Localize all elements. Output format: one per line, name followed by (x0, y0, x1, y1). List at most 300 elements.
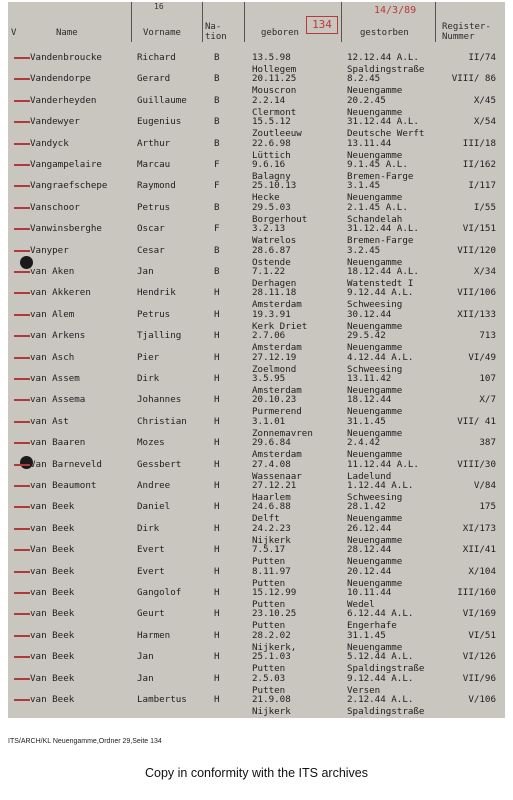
cell-nation: F (214, 223, 220, 235)
cell-birthplace: Purmerend (252, 406, 302, 418)
cell-surname: Van Beek (30, 672, 75, 684)
header-nation-2: tion (205, 32, 227, 42)
cell-born: 28.2.02 (252, 629, 291, 641)
cell-firstname: Petrus (137, 201, 171, 213)
cell-deathplace: Bremen-Farge (347, 171, 414, 182)
cell-surname: van Beaumont (30, 480, 97, 491)
cell-surname: Vandendorpe (30, 73, 91, 85)
cell-born: 28.11.18 (252, 287, 297, 299)
cell-birthplace: Mouscron (252, 85, 297, 97)
cell-surname: Van Barneveld (30, 458, 102, 470)
cell-birthplace: Amsterdam (252, 299, 302, 311)
cell-register: I/55 (473, 201, 496, 213)
cell-firstname: Evert (137, 565, 165, 577)
cell-firstname: Johannes (137, 394, 182, 406)
cell-nation: H (214, 544, 220, 556)
cell-firstname: Geurt (137, 608, 165, 620)
cell-birthplace: Putten (252, 599, 286, 610)
cell-register: VII/ 41 (457, 415, 496, 427)
cell-born: 25.1.03 (252, 651, 291, 663)
cell-birthplace: Putten (252, 620, 286, 632)
cell-firstname: Richard (137, 52, 176, 63)
cell-died: 5.12.44 A.L. (347, 651, 414, 663)
cell-surname: Vangraefschepe (30, 180, 108, 192)
cell-nation: H (214, 480, 220, 491)
cell-deathplace: Bremen-Farge (347, 235, 414, 247)
cell-register: II/74 (468, 52, 496, 63)
cell-register: I/117 (468, 180, 496, 192)
cell-firstname: Raymond (137, 180, 176, 192)
cell-deathplace: Neuengamme (347, 85, 403, 97)
cell-nation: H (214, 330, 220, 342)
cell-register: VIII/ 86 (451, 73, 496, 85)
cell-nation: B (214, 52, 220, 63)
cell-nation: H (214, 565, 220, 577)
cell-nation: H (214, 629, 220, 641)
cell-deathplace: Neuengamme (347, 192, 403, 204)
cell-nation: H (214, 651, 220, 663)
copy-notice: Copy in conformity with the ITS archives (145, 766, 368, 780)
cell-deathplace: Schandelah (347, 213, 403, 225)
cell-birthplace: Amsterdam (252, 449, 302, 461)
cell-surname: van Arkens (30, 330, 86, 342)
cell-register: 387 (479, 437, 496, 449)
document-scan (8, 2, 505, 718)
cell-firstname: Jan (137, 672, 154, 684)
red-check-mark (14, 635, 30, 637)
cell-died: 9.12.44 A.L. (347, 672, 414, 684)
cell-died: 29.5.42 (347, 330, 386, 342)
cell-nation: H (214, 694, 220, 705)
page-stamp: 134 (306, 16, 338, 34)
cell-born: 29.6.84 (252, 437, 291, 449)
red-check-mark (14, 485, 30, 487)
red-check-mark (14, 506, 30, 508)
cell-nation: H (214, 501, 220, 513)
red-check-mark (14, 378, 30, 380)
red-check-mark (14, 228, 30, 230)
cell-born: 15.12.99 (252, 587, 297, 598)
cell-deathplace: Deutsche Werft (347, 128, 425, 140)
cell-birthplace: Derhagen (252, 278, 297, 289)
cell-birthplace: Nijkerk (252, 706, 291, 717)
cell-surname: Vanschoor (30, 201, 80, 213)
cell-died: 12.12.44 A.L. (347, 52, 419, 63)
column-rule (131, 2, 132, 42)
red-check-mark (14, 571, 30, 573)
cell-surname: Vandewyer (30, 116, 80, 128)
red-check-mark (14, 656, 30, 658)
red-check-mark (14, 250, 30, 252)
column-rule (244, 2, 245, 42)
red-check-mark (14, 121, 30, 123)
cell-born: 3.5.95 (252, 373, 286, 384)
cell-surname: van Asch (30, 351, 75, 363)
cell-nation: B (214, 94, 220, 106)
header-died: gestorben (360, 28, 409, 38)
cell-surname: Vangampelaire (30, 159, 102, 170)
cell-register: VI/169 (462, 608, 496, 620)
cell-firstname: Gangolof (137, 587, 182, 598)
cell-born: 20.10.23 (252, 394, 297, 406)
cell-firstname: Arthur (137, 137, 171, 149)
cell-died: 31.1.45 (347, 629, 386, 641)
cell-died: 3.1.45 (347, 180, 381, 192)
cell-firstname: Harmen (137, 629, 171, 641)
cell-firstname: Dirk (137, 373, 160, 384)
cell-birthplace: Amsterdam (252, 342, 302, 354)
cell-firstname: Oscar (137, 223, 165, 235)
cell-deathplace: Ladelund (347, 470, 392, 482)
cell-died: 3.2.45 (347, 244, 381, 256)
red-check-mark (14, 143, 30, 145)
cell-nation: H (214, 415, 220, 427)
cell-nation: B (214, 116, 220, 128)
header-firstname: Vorname (143, 28, 181, 38)
cell-deathplace: Neuengamme (347, 256, 403, 268)
cell-born: 3.1.01 (252, 415, 286, 427)
cell-birthplace: Kerk Driet (252, 320, 308, 332)
cell-surname: van Beek (30, 587, 75, 598)
cell-born: 29.5.03 (252, 201, 291, 213)
cell-register: VII/120 (457, 244, 496, 256)
cell-surname: van Beek (30, 608, 75, 620)
red-check-mark (14, 185, 30, 187)
cell-birthplace: Ostende (252, 256, 291, 268)
cell-born: 2.7.06 (252, 330, 286, 342)
cell-birthplace: Wassenaar (252, 470, 302, 482)
cell-died: 13.11.44 (347, 137, 392, 149)
red-check-mark (14, 357, 30, 359)
header-register-1: Register- (442, 22, 491, 32)
cell-birthplace: Delft (252, 513, 280, 525)
cell-birthplace: Hollegem (252, 64, 297, 75)
cell-deathplace: Spaldingstraße (347, 706, 425, 717)
red-check-mark (14, 399, 30, 401)
cell-deathplace: Neuengamme (347, 342, 403, 354)
cell-birthplace: Nijkerk (252, 534, 291, 546)
cell-nation: B (214, 137, 220, 149)
cell-born: 28.6.87 (252, 244, 291, 256)
cell-deathplace: Neuengamme (347, 106, 403, 118)
cell-deathplace: Neuengamme (347, 577, 403, 589)
cell-born: 7.1.22 (252, 266, 286, 277)
red-check-mark (14, 699, 30, 701)
red-check-mark (14, 164, 30, 166)
cell-birthplace: Borgerhout (252, 213, 308, 225)
cell-deathplace: Neuengamme (347, 534, 403, 546)
cell-birthplace: Nijkerk, (252, 641, 297, 653)
cell-firstname: Andree (137, 480, 171, 491)
cell-firstname: Pier (137, 351, 160, 363)
cell-register: X/54 (473, 116, 496, 128)
cell-deathplace: Schweesing (347, 363, 403, 375)
cell-birthplace: Watrelos (252, 235, 297, 247)
cell-nation: H (214, 308, 220, 320)
cell-register: 175 (479, 501, 496, 513)
cell-birthplace: Clermont (252, 106, 297, 118)
cell-firstname: Daniel (137, 501, 171, 513)
cell-firstname: Tjalling (137, 330, 182, 342)
red-check-mark (14, 207, 30, 209)
column-rule (202, 2, 203, 42)
cell-died: 9.1.45 A.L. (347, 159, 408, 170)
red-check-mark (14, 528, 30, 530)
cell-nation: H (214, 394, 220, 406)
cell-born: 3.2.13 (252, 223, 286, 235)
red-check-mark (14, 592, 30, 594)
cell-register: VII/106 (457, 287, 496, 299)
cell-surname: van Beek (30, 694, 75, 705)
cell-firstname: Guillaume (137, 94, 187, 106)
cell-register: VI/51 (468, 629, 496, 641)
cell-register: VI/151 (462, 223, 496, 235)
cell-register: V/84 (473, 480, 496, 491)
cell-born: 9.6.16 (252, 159, 286, 170)
cell-deathplace: Neuengamme (347, 385, 403, 396)
cell-nation: H (214, 587, 220, 598)
cell-nation: H (214, 351, 220, 363)
cell-born: 24.2.23 (252, 522, 291, 534)
cell-firstname: Jan (137, 266, 154, 277)
cell-surname: van Beek (30, 629, 75, 641)
cell-died: 18.12.44 (347, 394, 392, 406)
cell-birthplace: Lüttich (252, 149, 291, 161)
cell-firstname: Mozes (137, 437, 165, 449)
header-v: V (11, 28, 17, 38)
cell-died: 2.12.44 A.L. (347, 694, 414, 705)
cell-register: V/106 (468, 694, 496, 705)
cell-deathplace: Neuengamme (347, 406, 403, 418)
cell-nation: H (214, 287, 220, 299)
cell-born: 21.9.08 (252, 694, 291, 705)
cell-deathplace: Spaldingstraße (347, 663, 425, 675)
cell-birthplace: Putten (252, 663, 286, 675)
cell-nation: B (214, 73, 220, 85)
cell-birthplace: Putten (252, 556, 286, 568)
cell-surname: Vanyper (30, 244, 69, 256)
cell-firstname: Christian (137, 415, 187, 427)
cell-register: X/45 (473, 94, 496, 106)
cell-born: 7.5.17 (252, 544, 286, 556)
cell-nation: B (214, 266, 220, 277)
cell-born: 19.3.91 (252, 308, 291, 320)
cell-register: XI/173 (462, 522, 496, 534)
cell-died: 30.12.44 (347, 308, 392, 320)
cell-deathplace: Neuengamme (347, 427, 403, 439)
cell-register: 107 (479, 373, 496, 384)
cell-birthplace: Zoelmond (252, 363, 297, 375)
cell-died: 20.2.45 (347, 94, 386, 106)
cell-deathplace: Neuengamme (347, 641, 403, 653)
cell-firstname: Eugenius (137, 116, 182, 128)
cell-surname: van Beek (30, 565, 75, 577)
cell-died: 1.12.44 A.L. (347, 480, 414, 491)
cell-died: 4.12.44 A.L. (347, 351, 414, 363)
cell-birthplace: Zoutleeuw (252, 128, 302, 140)
cell-birthplace: Amsterdam (252, 385, 302, 396)
red-check-mark (14, 464, 30, 466)
cell-birthplace: Balagny (252, 171, 291, 182)
cell-firstname: Lambertus (137, 694, 187, 705)
cell-nation: B (214, 244, 220, 256)
cell-nation: H (214, 608, 220, 620)
cell-firstname: Cesar (137, 244, 165, 256)
header-register-2: Nummer (442, 32, 475, 42)
cell-deathplace: Engerhafe (347, 620, 397, 632)
cell-register: VI/126 (462, 651, 496, 663)
column-rule (435, 2, 436, 42)
cell-born: 13.5.98 (252, 52, 291, 63)
cell-surname: van Beek (30, 522, 75, 534)
header-nation-1: Na- (205, 22, 222, 32)
cell-surname: Van Beek (30, 544, 75, 556)
cell-register: X/104 (468, 565, 496, 577)
cell-deathplace: Schweesing (347, 299, 403, 311)
cell-born: 24.6.88 (252, 501, 291, 513)
cell-firstname: Gessbert (137, 458, 182, 470)
cell-register: X/7 (479, 394, 496, 406)
red-check-mark (14, 292, 30, 294)
cell-died: 31.1.45 (347, 415, 386, 427)
cell-died: 31.12.44 A.L. (347, 116, 419, 128)
cell-nation: H (214, 672, 220, 684)
cell-deathplace: Neuengamme (347, 449, 403, 461)
header-born: geboren (261, 28, 299, 38)
cell-deathplace: Versen (347, 684, 381, 696)
cell-birthplace: Putten (252, 577, 286, 589)
cell-died: 11.12.44 A.L. (347, 458, 419, 470)
cell-firstname: Evert (137, 544, 165, 556)
cell-surname: Vanwinsberghe (30, 223, 102, 235)
cell-died: 31.12.44 A.L. (347, 223, 419, 235)
cell-deathplace: Neuengamme (347, 320, 403, 332)
red-check-mark (14, 442, 30, 444)
handwritten-page-note: 16 (154, 2, 164, 11)
cell-deathplace: Schweesing (347, 492, 403, 503)
cell-register: XII/41 (462, 544, 496, 556)
cell-born: 2.2.14 (252, 94, 286, 106)
cell-surname: Vandenbroucke (30, 52, 102, 63)
cell-firstname: Gerard (137, 73, 171, 85)
red-check-mark (14, 100, 30, 102)
cell-died: 26.12.44 (347, 522, 392, 534)
cell-register: XII/133 (457, 308, 496, 320)
cell-surname: van Aken (30, 266, 75, 277)
cell-nation: H (214, 437, 220, 449)
cell-surname: van Alem (30, 308, 75, 320)
cell-deathplace: Neuengamme (347, 556, 403, 568)
cell-died: 8.2.45 (347, 73, 381, 85)
cell-surname: van Beek (30, 501, 75, 513)
header-surname: Name (56, 28, 78, 38)
cell-born: 23.10.25 (252, 608, 297, 620)
cell-born: 20.11.25 (252, 73, 297, 85)
cell-born: 25.10.13 (252, 180, 297, 192)
cell-birthplace: Zonnemavren (252, 427, 313, 439)
cell-firstname: Dirk (137, 522, 160, 534)
cell-birthplace: Putten (252, 684, 286, 696)
cell-register: VII/96 (462, 672, 496, 684)
cell-deathplace: Neuengamme (347, 513, 403, 525)
handwritten-reference: 14/3/89 (374, 5, 417, 16)
red-check-mark (14, 271, 30, 273)
cell-surname: van Beek (30, 651, 75, 663)
red-check-mark (14, 57, 30, 59)
red-check-mark (14, 78, 30, 80)
cell-register: VI/49 (468, 351, 496, 363)
cell-register: X/34 (473, 266, 496, 277)
cell-surname: Vanderheyden (30, 94, 97, 106)
cell-born: 2.5.03 (252, 672, 286, 684)
cell-register: III/160 (457, 587, 496, 598)
cell-born: 15.5.12 (252, 116, 291, 128)
cell-register: VIII/30 (457, 458, 496, 470)
cell-died: 28.1.42 (347, 501, 386, 513)
cell-register: II/162 (462, 159, 496, 170)
cell-born: 27.4.08 (252, 458, 291, 470)
cell-died: 6.12.44 A.L. (347, 608, 414, 620)
cell-surname: Vandyck (30, 137, 69, 149)
cell-deathplace: Spaldingstraße (347, 64, 425, 75)
cell-deathplace: Neuengamme (347, 149, 403, 161)
cell-register: 713 (479, 330, 496, 342)
cell-birthplace: Hecke (252, 192, 280, 204)
cell-died: 18.12.44 A.L. (347, 266, 419, 277)
cell-surname: van Baaren (30, 437, 86, 449)
cell-register: III/18 (462, 137, 496, 149)
cell-died: 2.4.42 (347, 437, 381, 449)
cell-nation: H (214, 458, 220, 470)
cell-firstname: Petrus (137, 308, 171, 320)
cell-deathplace: Watenstedt I (347, 278, 414, 289)
cell-nation: B (214, 201, 220, 213)
red-check-mark (14, 678, 30, 680)
cell-nation: H (214, 522, 220, 534)
cell-born: 8.11.97 (252, 565, 291, 577)
cell-died: 9.12.44 A.L. (347, 287, 414, 299)
cell-surname: van Ast (30, 415, 69, 427)
cell-died: 28.12.44 (347, 544, 392, 556)
cell-birthplace: Haarlem (252, 492, 291, 503)
cell-died: 13.11.42 (347, 373, 392, 384)
red-check-mark (14, 421, 30, 423)
cell-died: 20.12.44 (347, 565, 392, 577)
cell-surname: van Akkeren (30, 287, 91, 299)
cell-surname: van Assem (30, 373, 80, 384)
archive-source-caption: ITS/ARCH/KL Neuengamme,Ordner 29,Seite 134 (8, 738, 162, 745)
cell-deathplace: Wedel (347, 599, 375, 610)
red-check-mark (14, 613, 30, 615)
cell-nation: F (214, 180, 220, 192)
cell-died: 10.11.44 (347, 587, 392, 598)
red-check-mark (14, 549, 30, 551)
table-row (8, 693, 505, 719)
cell-died: 2.1.45 A.L. (347, 201, 408, 213)
red-check-mark (14, 335, 30, 337)
cell-firstname: Jan (137, 651, 154, 663)
cell-nation: F (214, 159, 220, 170)
column-rule (341, 2, 342, 42)
cell-born: 27.12.21 (252, 480, 297, 491)
red-check-mark (14, 314, 30, 316)
cell-born: 27.12.19 (252, 351, 297, 363)
cell-firstname: Hendrik (137, 287, 176, 299)
cell-firstname: Marcau (137, 159, 171, 170)
cell-surname: van Assema (30, 394, 86, 406)
cell-born: 22.6.98 (252, 137, 291, 149)
cell-nation: H (214, 373, 220, 384)
